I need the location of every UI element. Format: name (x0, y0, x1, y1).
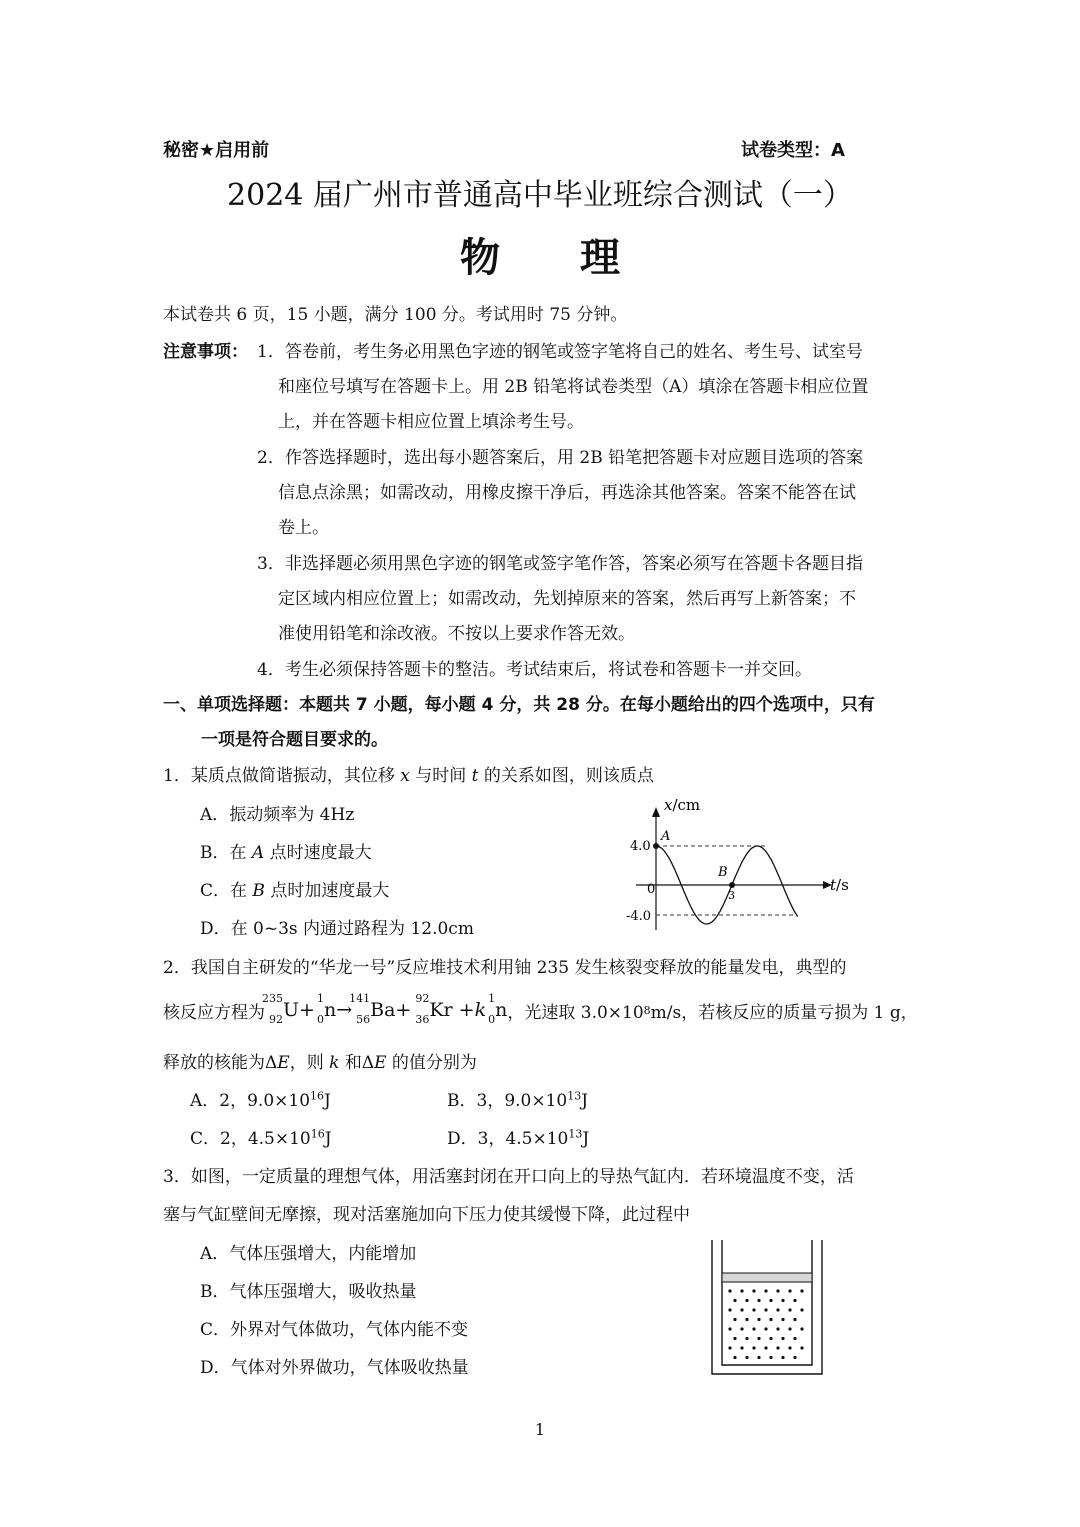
secret-mark: 秘密★启用前 (163, 140, 270, 161)
q2-stem-line-3: 释放的核能为ΔE，则 k 和ΔE 的值分别为 (163, 1053, 477, 1073)
q1-option-a: A．振动频率为 4Hz (200, 805, 355, 825)
q3-stem-line-1: 3．如图，一定质量的理想气体，用活塞封闭在开口向上的导热气缸内．若环境温度不变，活 (163, 1167, 854, 1187)
gas-particle (769, 1337, 772, 1340)
q1-option-b: B．在 A 点时速度最大 (200, 843, 372, 863)
gas-particle (793, 1337, 796, 1340)
gas-particle (752, 1289, 755, 1292)
note-1-line-3: 上，并在答题卡相应位置上填涂考生号。 (278, 412, 584, 432)
gas-particle (764, 1289, 767, 1292)
gas-particle (764, 1346, 767, 1349)
gas-particle (781, 1337, 784, 1340)
piston (722, 1273, 812, 1282)
gas-particle (800, 1327, 803, 1330)
kr-nuclide-numbers: 92 36 (415, 992, 430, 1026)
q1-option-c: C．在 B 点时加速度最大 (200, 881, 390, 901)
reaction-arrow-icon: → (336, 999, 353, 1021)
gas-particle (733, 1356, 736, 1359)
q2-option-c: C．2，$4.5\times 10^{16}J$ (190, 1127, 332, 1149)
x-tick-3: 3 (728, 889, 735, 902)
gas-particle (740, 1289, 743, 1292)
y-min-tick: -4.0 (626, 909, 652, 924)
gas-particle (745, 1337, 748, 1340)
note-2-line-1: 作答选择题时，选出每小题答案后，用 2B 铅笔把答题卡对应题目选项的答案 (285, 448, 864, 468)
gas-particle (752, 1327, 755, 1330)
y-axis-label: x/cm (664, 796, 701, 814)
y-max-tick: 4.0 (630, 839, 651, 854)
gas-particle (781, 1356, 784, 1359)
gas-particle (752, 1346, 755, 1349)
y-axis-arrow-icon (652, 807, 660, 817)
note-1-number: 1． (257, 342, 285, 362)
gas-particle (776, 1327, 779, 1330)
q2-option-d: D．3，$4.5\times 10^{13}J$ (447, 1127, 590, 1149)
gas-particle (764, 1327, 767, 1330)
note-1-line-2: 和座位号填写在答题卡上。用 2B 铅笔将试卷类型（A）填涂在答题卡相应位置 (278, 377, 869, 397)
q1-stem: 1．某质点做简谐振动，其位移 x 与时间 t 的关系如图，则该质点 (163, 766, 654, 786)
gas-particle (800, 1289, 803, 1292)
gas-particle (757, 1299, 760, 1302)
note-3-number: 3． (257, 554, 285, 574)
gas-particle (728, 1308, 731, 1311)
origin-tick: 0 (647, 882, 656, 897)
gas-particle (793, 1299, 796, 1302)
gas-particle (740, 1327, 743, 1330)
q3-cylinder-diagram (700, 1235, 830, 1380)
gas-particle (788, 1289, 791, 1292)
n2-nuclide-numbers: 1 0 (488, 992, 496, 1026)
gas-particle (757, 1356, 760, 1359)
note-2-line-2: 信息点涂黑；如需改动，用橡皮擦干净后，再选涂其他答案。答案不能答在试 (278, 483, 856, 503)
gas-particles (728, 1289, 803, 1359)
q1-displacement-time-graph (600, 780, 870, 940)
gas-particle (793, 1318, 796, 1321)
gas-particle (793, 1356, 796, 1359)
note-3-line-2: 定区域内相应位置上；如需改动，先划掉原来的答案，然后再写上新答案；不 (278, 589, 856, 609)
gas-particle (781, 1299, 784, 1302)
gas-particle (740, 1346, 743, 1349)
x-axis-label: t/s (830, 876, 849, 894)
gas-particle (745, 1318, 748, 1321)
ba-nuclide-numbers: 141 56 (349, 992, 371, 1026)
page-number: 1 (534, 1420, 546, 1439)
gas-particle (788, 1346, 791, 1349)
notes-label: 注意事项： (163, 342, 248, 362)
note-2-line-3: 卷上。 (278, 518, 329, 538)
cylinder-outline (712, 1240, 822, 1374)
point-b-label: B (718, 865, 728, 880)
note-4-number: 4． (257, 660, 285, 680)
gas-particle (733, 1299, 736, 1302)
gas-particle (781, 1318, 784, 1321)
subject-title: 物 理 (460, 235, 620, 281)
paper-type-label: 试卷类型：A (741, 140, 845, 161)
u-nuclide-numbers: 235 92 (262, 992, 283, 1026)
gas-particle (788, 1327, 791, 1330)
q3-option-a: A．气体压强增大，内能增加 (200, 1244, 417, 1264)
point-b-marker (729, 882, 735, 888)
gas-particle (757, 1337, 760, 1340)
note-2-number: 2． (257, 448, 285, 468)
q2-nuclear-equation: 核反应方程为 235 92 U + 1 0 n → 141 56 Ba + 92 36 Kr + k 1 0 n ，光速取 3.0×10 8 m/s，若核反应的质量亏损为 1 g， (163, 992, 918, 1026)
point-a-marker (653, 843, 659, 849)
note-3-line-3: 准使用铅笔和涂改液。不按以上要求作答无效。 (278, 624, 635, 644)
gas-particle (728, 1327, 731, 1330)
q1-option-d: D．在 0~3s 内通过路程为 12.0cm (200, 919, 474, 939)
n-nuclide-numbers: 1 0 (316, 992, 324, 1026)
gas-particle (776, 1308, 779, 1311)
gas-particle (769, 1299, 772, 1302)
gas-particle (740, 1308, 743, 1311)
gas-particle (745, 1299, 748, 1302)
exam-intro: 本试卷共 6 页，15 小题，满分 100 分。考试用时 75 分钟。 (163, 305, 628, 325)
gas-particle (764, 1308, 767, 1311)
gas-particle (800, 1308, 803, 1311)
gas-particle (733, 1337, 736, 1340)
point-a-label: A (661, 829, 671, 844)
gas-particle (728, 1289, 731, 1292)
q2-option-a: A．2，$9.0\times 10^{16}J$ (190, 1089, 331, 1111)
exam-title: 2024 届广州市普通高中毕业班综合测试（一） (227, 178, 853, 213)
gas-particle (728, 1346, 731, 1349)
gas-particle (776, 1289, 779, 1292)
section-1-heading: 一、单项选择题：本题共 7 小题，每小题 4 分，共 28 分。在每小题给出的四个选项中，只有 (163, 695, 875, 715)
q3-option-c: C．外界对气体做功，气体内能不变 (200, 1320, 469, 1340)
gas-particle (769, 1318, 772, 1321)
gas-particle (800, 1346, 803, 1349)
gas-particle (752, 1308, 755, 1311)
q2-option-b: B．3，$9.0\times 10^{13}J$ (447, 1089, 589, 1111)
q3-stem-line-2: 塞与气缸壁间无摩擦，现对活塞施加向下压力使其缓慢下降，此过程中 (163, 1205, 690, 1225)
gas-particle (733, 1318, 736, 1321)
note-4-line-1: 考生必须保持答题卡的整洁。考试结束后，将试卷和答题卡一并交回。 (285, 660, 812, 680)
gas-particle (788, 1308, 791, 1311)
section-1-heading-cont: 一项是符合题目要求的。 (201, 730, 388, 750)
gas-particle (757, 1318, 760, 1321)
q2-stem-line-1: 2．我国自主研发的“华龙一号”反应堆技术利用铀 235 发生核裂变释放的能量发电，典型的 (163, 958, 847, 978)
q3-option-b: B．气体压强增大，吸收热量 (200, 1282, 417, 1302)
gas-particle (745, 1356, 748, 1359)
gas-particle (769, 1356, 772, 1359)
note-1-line-1: 答卷前，考生务必用黑色字迹的钢笔或签字笔将自己的姓名、考生号、试室号 (285, 342, 863, 362)
q3-option-d: D．气体对外界做功，气体吸收热量 (200, 1358, 469, 1378)
note-3-line-1: 非选择题必须用黑色字迹的钢笔或签字笔作答，答案必须写在答题卡各题目指 (285, 554, 863, 574)
gas-particle (776, 1346, 779, 1349)
